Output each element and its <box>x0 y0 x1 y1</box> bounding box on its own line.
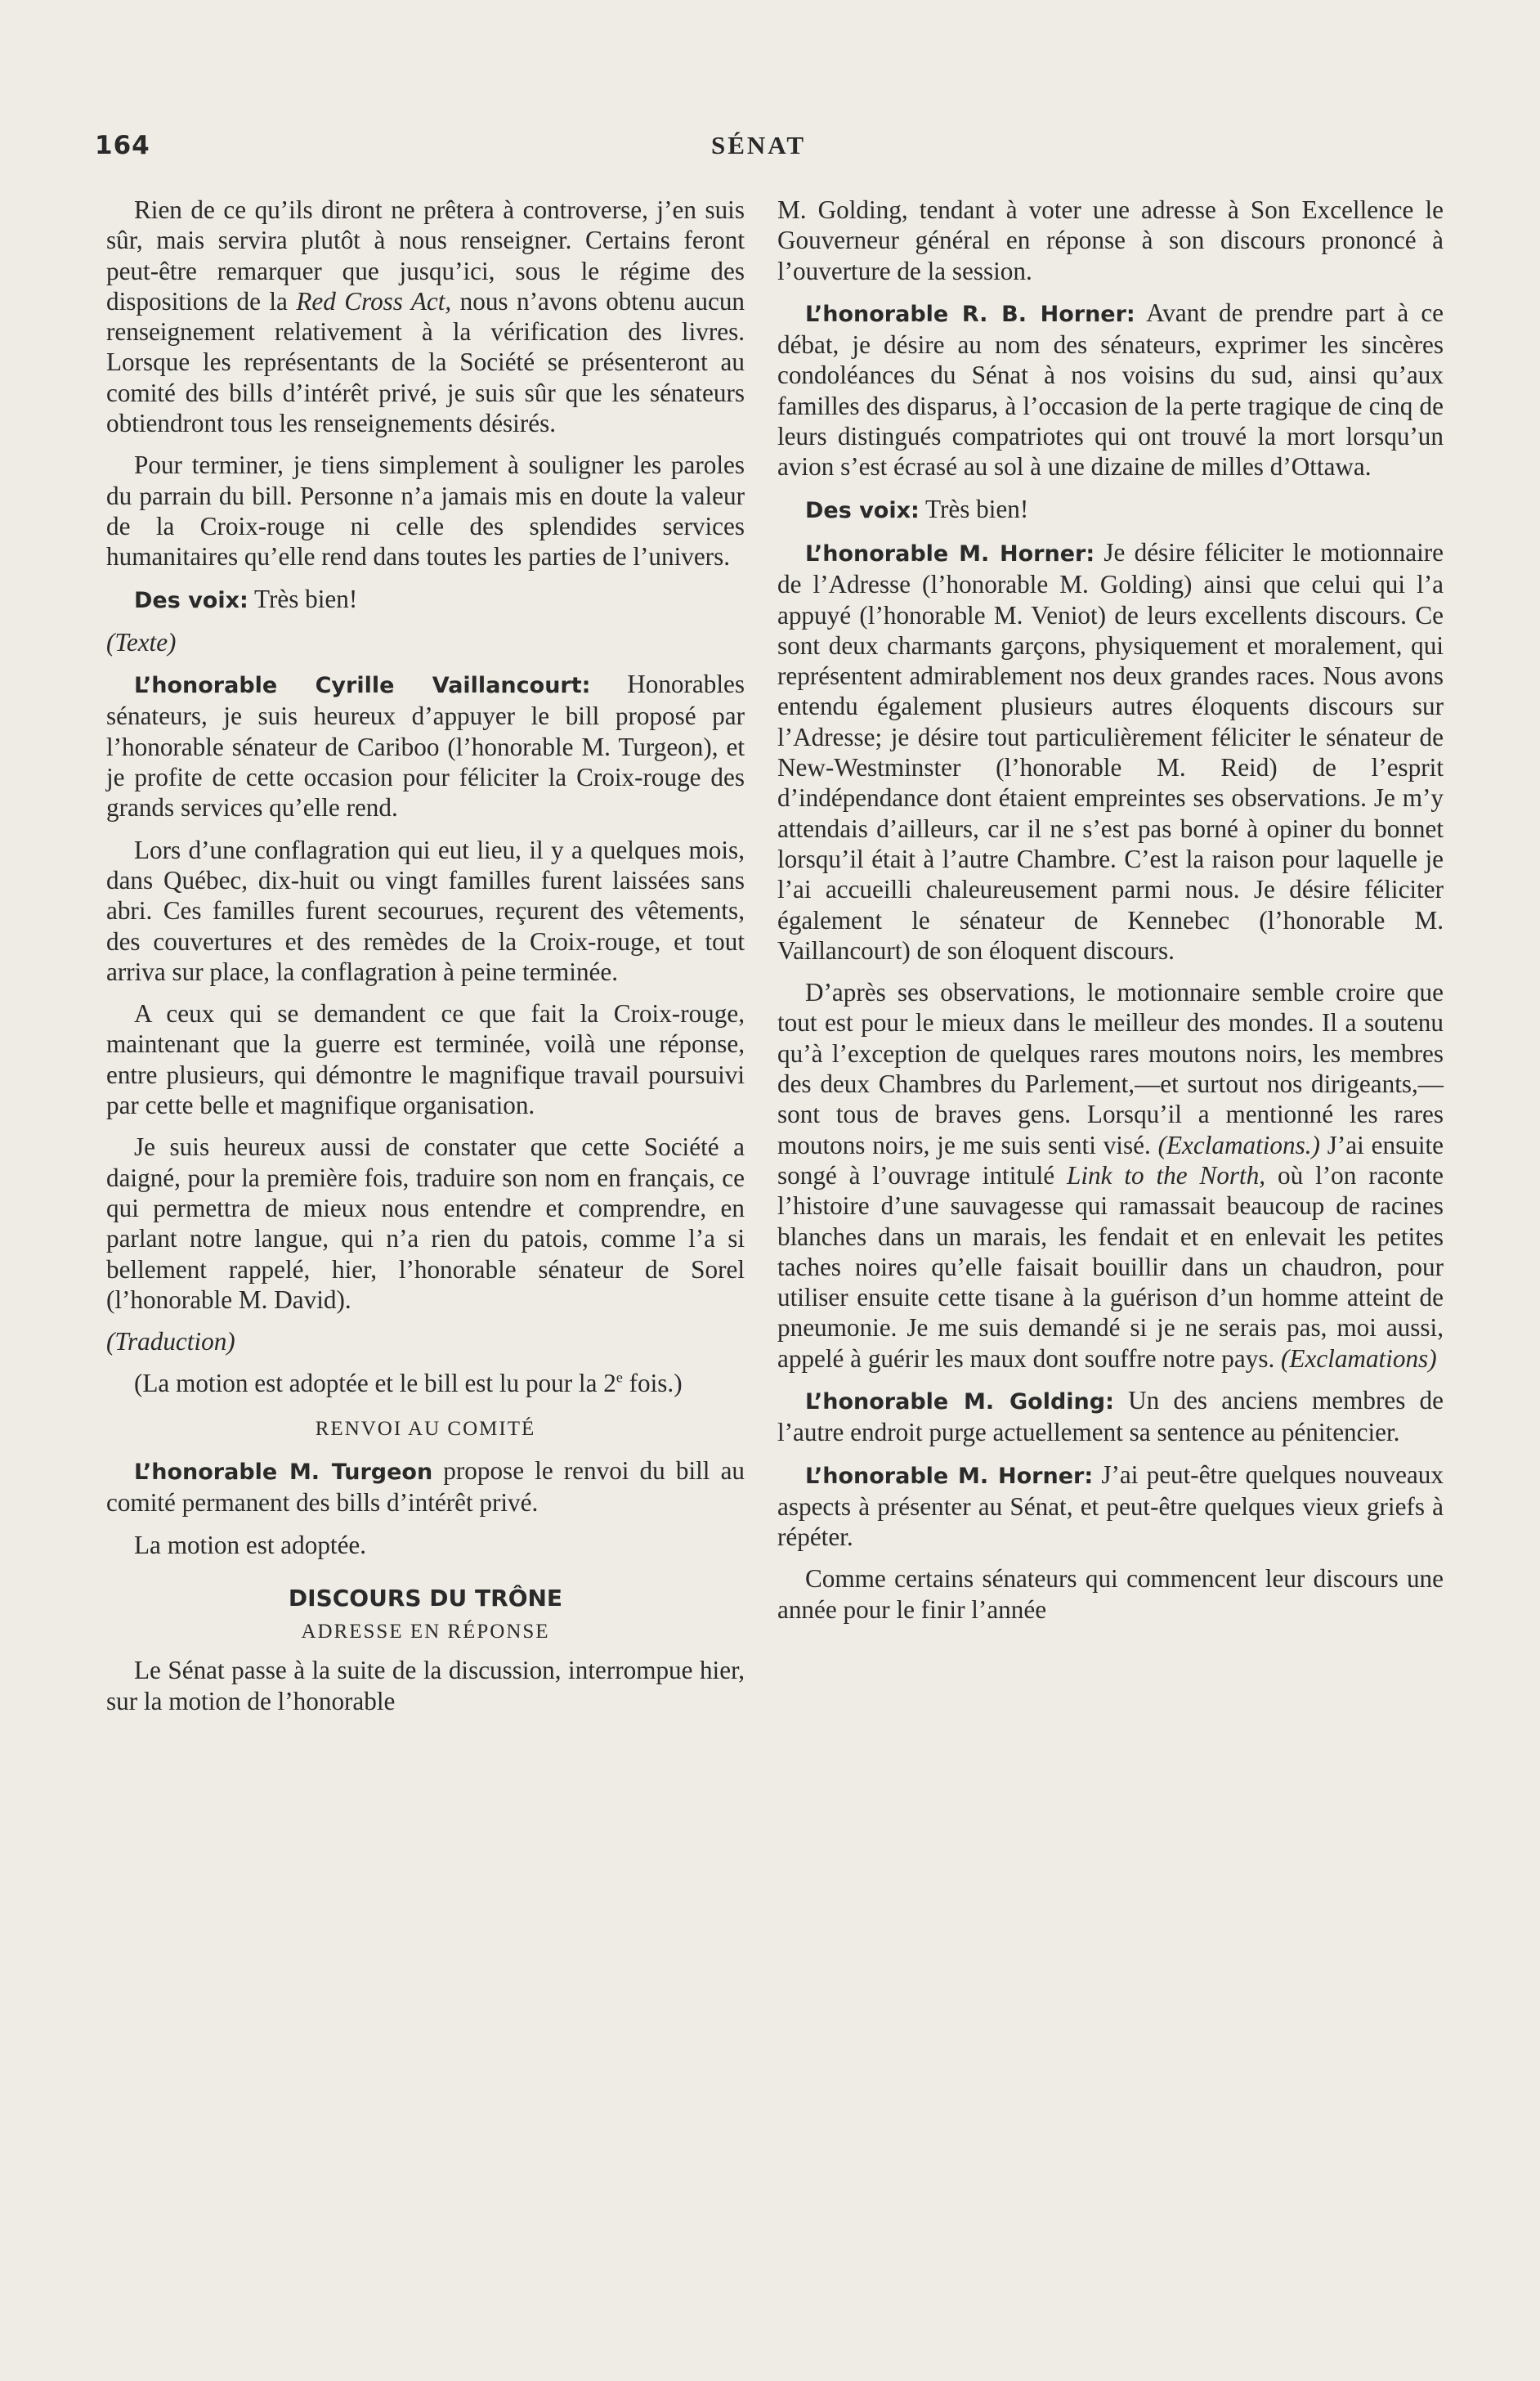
speaker-name: L’honorable M. Horner: <box>805 540 1095 567</box>
speaker-paragraph: Des voix: Très bien! <box>134 584 358 613</box>
speaker-name: L’honorable M. Turgeon <box>134 1459 433 1485</box>
speaker-name: Des voix: <box>805 497 920 523</box>
page-header <box>0 131 1540 172</box>
running-title: SÉNAT <box>711 131 807 159</box>
section-heading: RENVOI AU COMITÉ <box>315 1417 536 1440</box>
paragraph: D’après ses observations, le motionnaire semble croire que tout est pour le mieux dans le meilleur des mondes. Il a soutenu qu’à l’exception de quelques rares moutons noirs, les membres des deux Chambres du Parlement,—et surtout nos dirigeants,—sont tous de braves gens. Lorsqu’il a mentionné les rares moutons noirs, je me suis senti visé. (Exclamations.) J’ai ensuite songé à l’ouvrage intitulé Link to the North, où l’on raconte l’histoire d’une sauvagesse qui ramassait beaucoup de racines blanches dans un marais, les fendait et en enlevait les petites taches noires qu’elle faisait bouillir dans un chaudron, pour utiliser ensuite cette tisane à la guérison d’un homme atteint de pneumonie. Je me suis demandé si je ne serais pas, moi aussi, appelé à guérir les maux dont souffre notre pays. (Exclamations) <box>777 978 1444 1373</box>
right-column <box>777 195 1444 1636</box>
speaker-paragraph: Des voix: Très bien! <box>805 494 1029 523</box>
speaker-name: L’honorable M. Golding: <box>805 1388 1114 1415</box>
speaker-name: Des voix: <box>134 587 248 613</box>
speaker-name: L’honorable Cyrille Vaillancourt: <box>134 673 591 699</box>
speaker-paragraph: L’honorable M. Golding: Un des anciens membres de l’autre endroit purge actuellement sa sentence au pénitencier. <box>777 1385 1444 1447</box>
paragraph: Rien de ce qu’ils diront ne prêtera à controverse, j’en suis sûr, mais servira plutôt à nous renseigner. Certains feront peut-être remarquer que jusqu’ici, sous le régime des dispositions de la Red Cross Act, nous n’avons obtenu aucun renseignement relativement à la vérification des livres. Lorsque les représentants de la Société se présenteront au comité des bills d’intérêt privé, je suis sûr que les sénateurs obtiendront tous les renseignements désirés. <box>106 195 745 438</box>
paragraph: Le Sénat passe à la suite de la discussion, interrompue hier, sur la motion de l’honorable <box>106 1656 745 1715</box>
speaker-paragraph: L’honorable Cyrille Vaillancourt: Honorables sénateurs, je suis heureux d’appuyer le bill proposé par l’honorable sénateur de Cariboo (l’honorable M. Turgeon), et je profite de cette occasion pour féliciter la Croix-rouge des grands services qu’elle rend. <box>106 670 745 823</box>
speaker-paragraph: L’honorable R. B. Horner: Avant de prendre part à ce débat, je désire au nom des sénateurs, exprimer les sincères condoléances du Sénat à nos voisins du sud, ainsi qu’aux familles des disparus, à l’occasion de la perte tragique de cinq de leurs distingués compatriotes qui ont trouvé la mort lorsqu’un avion s’est écrasé au sol à une dizaine de milles d’Ottawa. <box>777 298 1444 482</box>
paragraph: A ceux qui se demandent ce que fait la Croix-rouge, maintenant que la guerre est terminée, voilà une réponse, entre plusieurs, qui démontre le magnifique travail poursuivi par cette belle et magnifique organisation. <box>106 999 745 1120</box>
language-note: (Traduction) <box>106 1327 235 1356</box>
section-subtitle: ADRESSE EN RÉPONSE <box>301 1621 550 1643</box>
speaker-paragraph: L’honorable M. Horner: Je désire féliciter le motionnaire de l’Adresse (l’honorable M. Golding) ainsi que celui qui l’a appuyé (l’honorable M. Veniot) de leurs excellents discours. Ce sont deux charmants garçons, physiquement et moralement, qui représentent admirablement nos deux grandes races. Nous avons entendu également plusieurs autres éloquents discours sur l’Adresse; je désire tout particulièrement féliciter le sénateur de New-Westminster (l’honorable M. Reid) de l’esprit d’indépendance dont étaient empreintes ses observations. Je m’y attendais d’ailleurs, car il ne s’est pas borné à opiner du bonnet lorsqu’il était à l’autre Chambre. C’est la raison pour laquelle je l’ai accueilli chaleureusement parmi nous. Je désire féliciter également le sénateur de Kennebec (l’honorable M. Vaillancourt) de son éloquent discours. <box>777 537 1444 965</box>
section-title: DISCOURS DU TRÔNE <box>288 1584 563 1612</box>
paragraph: Pour terminer, je tiens simplement à souligner les paroles du parrain du bill. Personne n’a jamais mis en doute la valeur de la Croix-rouge ni celle des splendides services humanitaires qu’elle rend dans toutes les parties de l’univers. <box>106 451 745 572</box>
paragraph: (La motion est adoptée et le bill est lu pour la 2e fois.) <box>134 1369 683 1398</box>
paragraph-continued: M. Golding, tendant à voter une adresse à Son Excellence le Gouverneur général en réponse à son discours prononcé à l’ouverture de la session. <box>777 195 1444 285</box>
language-note: (Texte) <box>106 627 177 657</box>
speaker-paragraph: L’honorable M. Turgeon propose le renvoi du bill au comité permanent des bills d’intérêt privé. <box>106 1455 745 1518</box>
speaker-name: L’honorable M. Horner: <box>805 1463 1094 1489</box>
speaker-paragraph: L’honorable M. Horner: J’ai peut-être quelques nouveaux aspects à présenter au Sénat, et peut-être quelques vieux griefs à répéter. <box>777 1460 1444 1552</box>
paragraph: La motion est adoptée. <box>134 1530 367 1559</box>
page-number: 164 <box>95 131 150 160</box>
paragraph: Comme certains sénateurs qui commencent leur discours une année pour le finir l’année <box>777 1564 1444 1624</box>
paragraph: Je suis heureux aussi de constater que cette Société a daigné, pour la première fois, traduire son nom en français, ce qui permettra de mieux nous entendre et comprendre, en parlant notre langue, qui n’a rien du patois, comme l’a si bellement rappelé, hier, l’honorable sénateur de Sorel (l’honorable M. David). <box>106 1132 745 1314</box>
paragraph: Lors d’une conflagration qui eut lieu, il y a quelques mois, dans Québec, dix-huit ou vingt familles furent laissées sans abri. Ces familles furent secourues, reçurent des vêtements, des couvertures et des remèdes de la Croix-rouge, et tout arriva sur place, la conflagration à peine terminée. <box>106 835 745 986</box>
left-column <box>106 195 745 1728</box>
speaker-name: L’honorable R. B. Horner: <box>805 301 1135 327</box>
